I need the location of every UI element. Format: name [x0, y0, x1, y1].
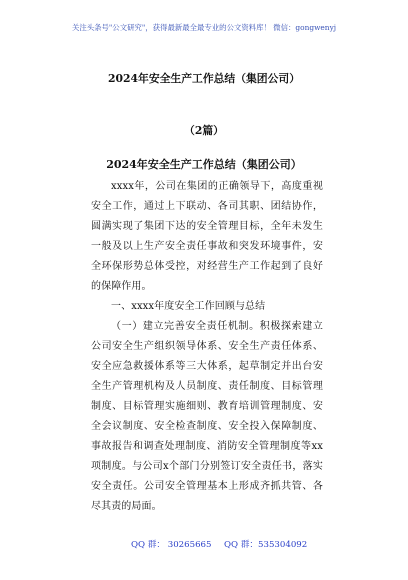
header-promo-note: 关注头条号"公文研究"，获得最新最全最专业的公文资料库！ 微信：gongwenyj [71, 23, 337, 32]
article-body [91, 177, 323, 517]
article-count-label: （2篇） [184, 124, 224, 137]
article-subtitle: 2024年安全生产工作总结（集团公司） [106, 158, 302, 171]
footer-qq-group-2: QQ 群：535304092 [224, 540, 308, 550]
footer-contact [0, 538, 408, 558]
footer-qq-group-1: QQ 群： 30265665 [131, 540, 212, 550]
document-title: 2024年安全生产工作总结（集团公司） [107, 72, 300, 85]
paragraph-responsibility: （一）建立完善安全责任机制。积极探索建立公司安全生产组织领导体系、安全生产责任体系、安全应急救援体系等三大体系，起草制定并出台安全生产管理机构及人员制度、责任制度、目标管理制度、目标管理实施细则、教育培训管理制度、安全会议制度、安全检查制度、安全投入保障制度、事故报告和调查处理制度、消防安全管理制度等xx项制度。与公司x个部门分别签订安全责任书，落实安全责任。公司安全管理基本上形成齐抓共管、各尽其责的局面。 [91, 321, 323, 512]
section-heading: 一、xxxx年度安全工作回顾与总结 [111, 301, 266, 312]
paragraph-intro: xxxx年，公司在集团的正确领导下，高度重视安全工作，通过上下联动、各司其职、团结协作，圆满实现了集团下达的安全管理目标，全年未发生一般及以上生产安全责任事故和突发环境事件，安全环保形势总体受控，对经营生产工作起到了良好的保障作用。 [91, 181, 323, 292]
